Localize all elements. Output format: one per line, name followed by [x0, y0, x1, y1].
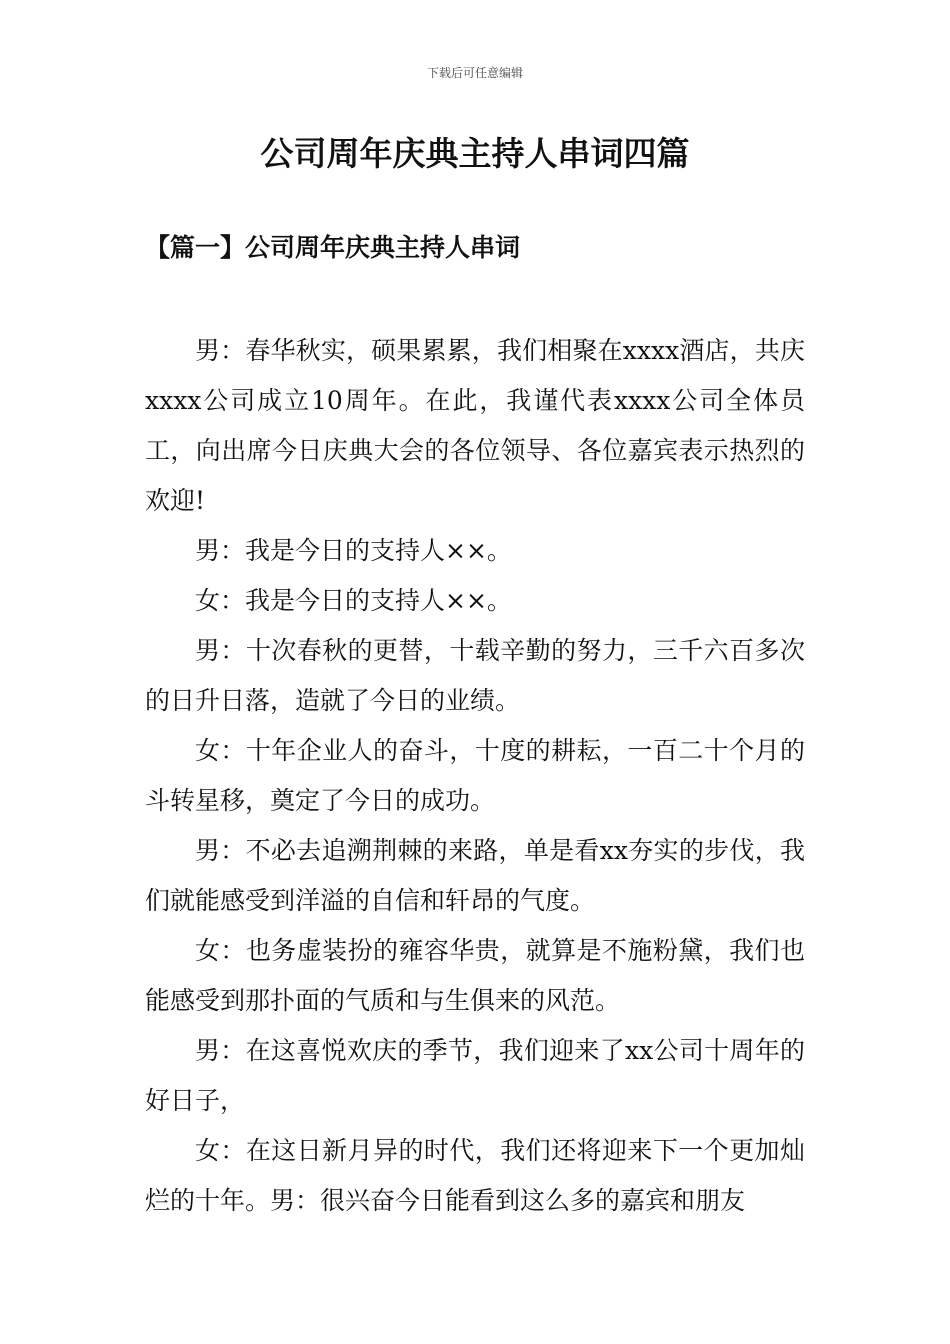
section-heading: 【篇一】公司周年庆典主持人串词 — [145, 233, 521, 262]
document-body — [145, 326, 805, 1226]
paragraph: 男：我是今日的支持人××。 — [195, 536, 512, 565]
paragraph: 男：在这喜悦欢庆的季节，我们迎来了xx公司十周年的好日子， — [145, 1036, 805, 1115]
document-title: 公司周年庆典主持人串词四篇 — [260, 134, 690, 173]
header-note: 下载后可任意编辑 — [426, 66, 523, 80]
paragraph: 女：在这日新月异的时代，我们还将迎来下一个更加灿烂的十年。男：很兴奋今日能看到这么多的嘉宾和朋友 — [145, 1136, 805, 1215]
paragraph: 女：十年企业人的奋斗，十度的耕耘，一百二十个月的斗转星移，奠定了今日的成功。 — [145, 736, 805, 815]
paragraph: 男：春华秋实，硕果累累，我们相聚在xxxx酒店，共庆xxxx公司成立10周年。在此，我谨代表xxxx公司全体员工，向出席今日庆典大会的各位领导、各位嘉宾表示热烈的欢迎! — [145, 336, 805, 515]
paragraph: 男：十次春秋的更替，十载辛勤的努力，三千六百多次的日升日落，造就了今日的业绩。 — [145, 636, 805, 715]
paragraph: 男：不必去追溯荆棘的来路，单是看xx夯实的步伐，我们就能感受到洋溢的自信和轩昂的气度。 — [145, 836, 805, 915]
paragraph: 女：也务虚装扮的雍容华贵，就算是不施粉黛，我们也能感受到那扑面的气质和与生俱来的风范。 — [145, 936, 805, 1015]
paragraph: 女：我是今日的支持人××。 — [195, 586, 512, 615]
